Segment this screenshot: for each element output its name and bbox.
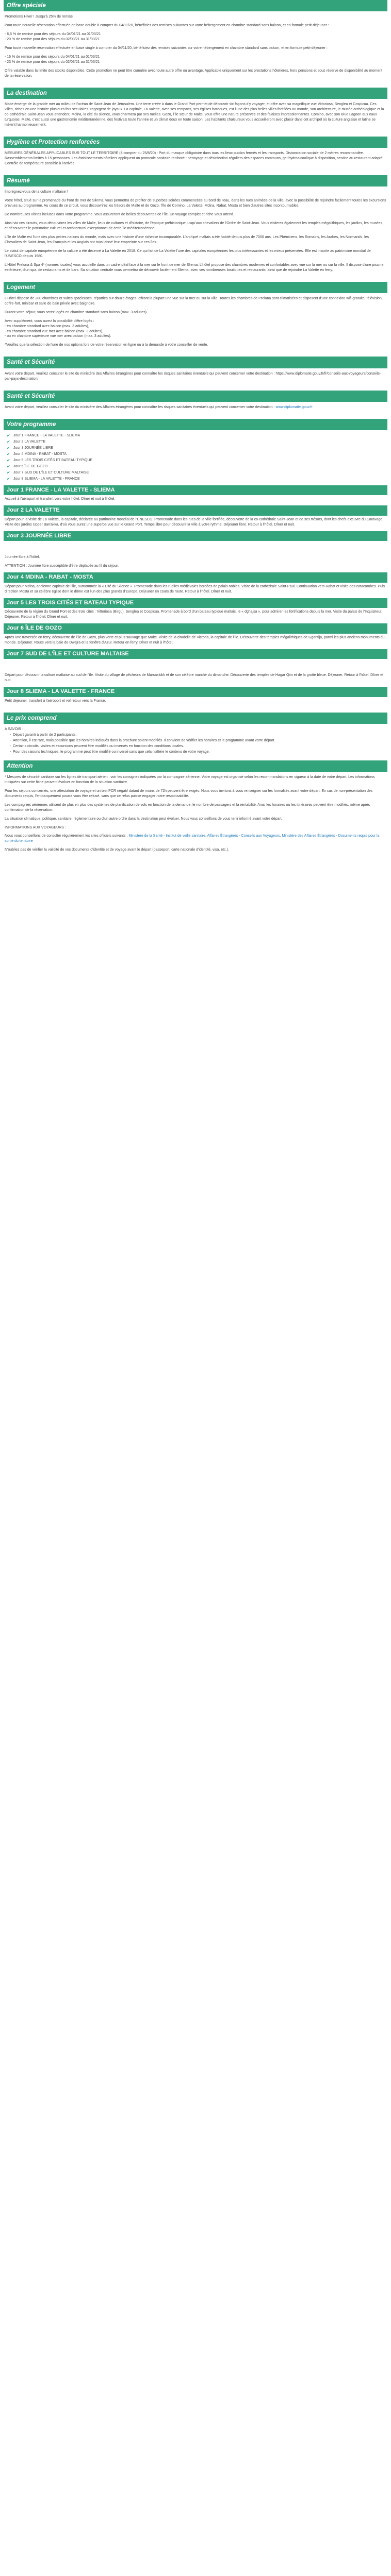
programme-item[interactable]: ✔ Jour 6 ÎLE DE GOZO xyxy=(7,464,48,469)
attention-header: Attention xyxy=(4,760,387,772)
day-3-header: Jour 3 JOURNÉE LIBRE xyxy=(4,531,387,541)
sante-header: Santé et Sécurité xyxy=(4,357,387,368)
resume-paragraph: Le statut de capitale européenne de la culture a été décerné à La Valette en 2018. Ce qui fait de La Valette l'une des capitales européennes les plus intéressantes et les mieux préservées. Elle est inscrite au patrimoine mondial de l'UNESCO depuis 1980. xyxy=(5,249,371,258)
logement-text: Avec supplément, vous aurez la possibilité d'être logés : xyxy=(5,319,94,323)
programme-header: Votre programme xyxy=(4,419,387,430)
day-6-text: Après une traversée en ferry, découverte de l'île de Gozo, plus verte et plus sauvage que Malte. Visite de la citadelle de Victoria, la capitale de l'île. Découverte des temples mégalithiques de Ggantija, parmi les plus anciens monuments du monde. Déjeuner. Route vers la baie de Dwejra et la fenêtre d'Azur. Retour en ferry. Dîner et nuit à l'hôtel. xyxy=(5,635,385,645)
check-icon: ✔ xyxy=(7,470,10,475)
programme-item[interactable]: ✔ Jour 3 JOURNÉE LIBRE xyxy=(7,446,54,450)
offer-line: Promotions Hiver ! Jusqu'à 25% de remise xyxy=(5,15,73,19)
prix-subtitle: A SAVOIR : xyxy=(5,727,24,731)
offer-line: - 16 % de remise pour des séjours du 04/01/21 au 01/03/21 xyxy=(5,55,100,59)
attention-paragraph: * Mesures de sécurité sanitaire sur les lignes de transport aérien : voir les consignes indiquées par la compagnie aérienne. Votre voyage est organisé selon les recommandations en vigueur à la date de votre départ. Les informations indiquées sur cette fiche peuvent évoluer en fonction de la situation sanitaire. xyxy=(5,775,375,784)
offer-header: Offre spéciale xyxy=(4,0,387,11)
offer-line: - 23 % de remise pour des séjours du 02/03/21 au 31/03/21 xyxy=(5,60,100,64)
programme-item[interactable]: ✔ Jour 1 FRANCE - LA VALETTE - SLIEMA xyxy=(7,433,80,438)
logement-text: - ou en chambre supérieure vue mer avec balcon (max. 3 adultes). xyxy=(5,334,111,338)
check-icon: ✔ xyxy=(7,464,10,469)
documents-link[interactable]: Ministère des Affaires Étrangères - Documents requis pour la sortie du territoire xyxy=(5,834,380,843)
day-3-note: ATTENTION : Journée libre susceptible d'être déplacée au fil du séjour. xyxy=(5,564,119,568)
resume-intro: Imprégnez-vous de la culture maltaise ! xyxy=(5,190,68,194)
offer-line: Pour toute nouvelle réservation effectuée en base double à compter du 04/11/20, bénéficiez des remises suivantes sur votre hébergement en chambre standard sans balcon, et en formule petit-déjeuner : xyxy=(5,24,329,28)
destination-header: La destination xyxy=(4,88,387,99)
hygiene-header: Hygiène et Protection renforcées xyxy=(4,137,387,148)
resume-section xyxy=(4,190,387,273)
day-1-text: Accueil à l'aéroport et transfert vers votre hôtel. Dîner et nuit à l'hôtel. xyxy=(5,497,116,501)
attention-paragraph: La situation climatique, politique, sanitaire, réglementaire ou d'un autre ordre dans la destination peut évoluer. Nous vous conseillons de vous tenir informé avant votre départ. xyxy=(5,817,283,821)
offer-line: Pour toute nouvelle réservation effectuée en base single à compter du 04/11/20, bénéficiez des remises suivantes sur votre hébergement en chambre standard sans balcon, et en formule petit-déjeuner : xyxy=(5,46,328,50)
conseils-link[interactable]: Affaires Étrangères - Conseils aux Voyageurs xyxy=(207,834,280,838)
prix-header: Le prix comprend xyxy=(4,713,387,724)
prix-item: - Certains circuits, visites et excursions peuvent être modifiés ou inversés en fonction des conditions locales. xyxy=(10,744,184,748)
offer-line: - 6,5 % de remise pour des séjours du 04/01/21 au 01/03/21 xyxy=(5,32,101,37)
programme-list xyxy=(4,433,387,482)
day-5-text: Découverte de la région du Grand Port et des trois cités : Vittoriosa (Birgu), Senglea et Cospicua. Promenade à bord d'un bateau typique maltais, le « dghajsa », pour admirer les fortifications depuis la mer. Visite du palais de l'Inquisiteur. Déjeuner. Retour à l'hôtel. Dîner et nuit. xyxy=(5,610,382,619)
sante-text-2: Avant votre départ, veuillez consulter le site du ministère des Affaires étrangères pour connaître les risques sanitaires éventuels qui peuvent concerner votre destination : www.diplomatie.gouv.fr xyxy=(5,405,313,409)
programme-item[interactable]: ✔ Jour 4 MDINA - RABAT - MOSTA xyxy=(7,451,67,456)
offer-line: Offre valable dans la limite des stocks disponibles. Cette promotion ne peut être cumulée avec toute autre offre ou avantage. Applicable uniquement sur les prestations hôtelières, hors pensions et sous réserve de disponibilité au moment de la réservation. xyxy=(5,69,383,78)
prix-item: - Attention, il est rare, mais possible que les horaires indiqués dans la brochure soient modifiés. Il convient de vérifier les horaires et le programme avant votre départ. xyxy=(10,738,275,742)
resume-paragraph: De nombreuses visites incluses dans votre programme, vous assureront de belles découvertes de l'île. Un voyage complet et riche vous attend. xyxy=(5,213,234,217)
day-6-header: Jour 6 ÎLE DE GOZO xyxy=(4,623,387,634)
attention-paragraph: N'oubliez pas de vérifier la validité de vos documents d'identité et de voyage avant le départ (passeport, carte nationale d'identité, visa, etc.). xyxy=(5,848,229,852)
hotel-text: L'Hôtel Preluna & Spa 4* (normes locales) vous accueille dans un cadre idéal face à la mer sur le front de mer de Sliema. L'hôtel propose des chambres modernes et confortables avec vue sur la mer ou sur la ville. Il dispose d'une piscine extérieure, d'un spa, de restaurants et de bars. Sa situation centrale vous permettra de découvrir facilement Sliema, avec ses nombreuses boutiques et restaurants, ainsi que de rejoindre La Valette en ferry. xyxy=(5,263,384,272)
prix-section xyxy=(4,727,387,755)
check-icon: ✔ xyxy=(7,451,10,456)
logement-text: Durant votre séjour, vous serez logés en chambre standard sans balcon (max. 3 adultes). xyxy=(5,310,148,314)
sante-text: Avant votre départ, veuillez consulter le site du ministère des Affaires étrangères pour connaître les risques sanitaires éventuels qui peuvent concerner votre destination : https://www.diplomatie.gouv.fr/fr/conseils-aux-voyageurs/conseils-par-pays-destination/ xyxy=(5,371,381,381)
logement-header: Logement xyxy=(4,282,387,293)
day-4-header: Jour 4 MDINA - RABAT - MOSTA xyxy=(4,572,387,583)
diplomatie-link[interactable]: www.diplomatie.gouv.fr xyxy=(275,405,313,409)
logement-section xyxy=(4,296,387,348)
logement-text: *Veuillez que la sélection de l'une de nos options lors de votre réservation en ligne ou à la demande à votre conseiller de vente. xyxy=(5,343,208,347)
day-2-text: Départ pour la visite de La Valette, la capitale, déclarée au patrimoine mondial de l'UNESCO. Promenade dans les rues de la ville fortifiée, découverte de la co-cathédrale Saint-Jean et de ses trésors, dont les chefs-d'œuvre du Caravage. Visite des jardins Upper Barrakka, d'où vous aurez une superbe vue sur le Grand Port. Temps libre pour découvrir la ville à votre rythme. Déjeuner libre. Retour à l'hôtel. Dîner et nuit. xyxy=(5,517,384,527)
day-5-header: Jour 5 LES TROIS CITÉS ET BATEAU TYPIQUE xyxy=(4,598,387,608)
prix-item: - Départ garanti à partir de 2 participants. xyxy=(10,733,77,737)
logement-text: L'Hôtel dispose de 280 chambres et suites spacieuses, réparties sur douze étages, offrant la plupart une vue sur la mer ou sur la ville. Toutes les chambres de Preluna sont climatisées et disposent d'une connexion wifi gratuite, télévision, coffre-fort, minibar et salle de bain privée avec baignoire. xyxy=(5,296,383,306)
programme-item[interactable]: ✔ Jour 2 LA VALETTE xyxy=(7,439,46,445)
logement-text: - en chambre standard vue mer avec balcon (max. 3 adultes), xyxy=(5,329,104,333)
attention-section xyxy=(4,775,387,853)
day-3-text: Journée libre à l'hôtel. xyxy=(5,555,40,560)
check-icon: ✔ xyxy=(7,457,10,463)
page xyxy=(4,0,387,853)
sante-link[interactable]: Ministère de la Santé - Institut de veille sanitaire xyxy=(128,834,205,838)
resume-paragraph: Votre hôtel, situé sur la promenade du front de mer de Sliema, vous permettra de profiter de superbes soirées commencées au bord de l'eau, dans les rues animées de la ville, avec la possibilité de rejoindre facilement toutes les excursions prévues au programme. Au cours de ce circuit, vous découvrirez les trésors de Malte et de Gozo, l'île de Comino, La Valette, Mdina, Rabat, Mosta et bien d'autres sites incontournables. xyxy=(5,199,386,208)
check-icon: ✔ xyxy=(7,446,10,450)
offer-section xyxy=(4,14,387,78)
check-icon: ✔ xyxy=(7,433,10,438)
day-2-header: Jour 2 LA VALETTE xyxy=(4,505,387,516)
offer-line: - 20 % de remise pour des séjours du 02/03/21 au 31/03/21 xyxy=(5,38,100,42)
resume-paragraph: L'île de Malte est l'une des plus petites nations du monde, mais avec une histoire d'une richesse incomparable. L'archipel maltais a été habité depuis plus de 7000 ans. Les Phéniciens, les Romains, les Arabes, les Normands, les Chevaliers de Saint-Jean, les Français et les Anglais ont tous laissé leur empreinte sur ces îles. xyxy=(5,235,369,244)
day-1-header: Jour 1 FRANCE - LA VALETTE - SLIEMA xyxy=(4,485,387,496)
programme-item[interactable]: ✔ Jour 8 SLIEMA - LA VALETTE - FRANCE xyxy=(7,476,80,481)
check-icon: ✔ xyxy=(7,476,10,481)
day-8-text: Petit déjeuner, transfert à l'aéroport et vol retour vers la France. xyxy=(5,699,106,703)
attention-paragraph: Les compagnies aériennes utilisent de plus en plus des systèmes de planification de vols en fonction de la demande, le nombre de passagers et la rentabilité. Ainsi les horaires ou les itinéraires peuvent être modifiés, même après confirmation de la réservation. xyxy=(5,803,370,812)
day-7-text: Départ pour découvrir la culture maltaise au sud de l'île. Visite du village de pêcheurs de Marsaxlokk et de son célèbre marché du dimanche. Découverte des temples de Hagar Qim et de la grotte bleue. Déjeuner. Retour à l'hôtel. Dîner et nuit. xyxy=(5,673,384,683)
resume-header: Résumé xyxy=(4,175,387,187)
sante-header-2: Santé et Sécurité xyxy=(4,391,387,402)
attention-paragraph: Nous vous conseillons de consulter régulièrement les sites officiels suivants : Ministère de la Santé - Institut de veille sanitaire, Affaires Étrangères - Conseils aux Voyageurs, Ministère des Affaires Étrangères - Documents requis pour la sortie du territoire xyxy=(5,834,380,843)
logement-text: - en chambre standard avec balcon (max. 3 adultes), xyxy=(5,324,89,328)
resume-paragraph: Ainsi via ces circuits, vous découvrirez les villes de Malte, lieux de cultures et d'histoire, de l'époque préhistorique jusqu'aux chevaliers de l'Ordre de Saint-Jean. Vous visiterez également les temples mégalithiques, les jardins, les musées, et découvrirez le patrimoine culturel et architectural exceptionnel de cette île méditerranéenne. xyxy=(5,222,384,230)
attention-info-title: INFORMATIONS AUX VOYAGEURS : xyxy=(5,825,66,829)
day-8-header: Jour 8 SLIEMA - LA VALETTE - FRANCE xyxy=(4,687,387,697)
day-7-header: Jour 7 SUD DE L'ÎLE ET CULTURE MALTAISE xyxy=(4,649,387,659)
check-icon: ✔ xyxy=(7,439,10,445)
attention-paragraph: Pour les séjours concernés, une attestation de voyage et un test PCR négatif datant de moins de 72h peuvent être exigés. Nous vous invitons à vous renseigner sur les formalités avant votre départ. En cas de non-présentation des documents requis, l'embarquement pourra vous être refusé, sans que ce refus puisse engager notre responsabilité. xyxy=(5,789,373,798)
hygiene-text: MESURES GÉNÉRALES APPLICABLES SUR TOUT LE TERRITOIRE (à compter du 25/8/20) : Port du masque obligatoire dans tous les lieux publics fermés et les transports. Distanciation sociale de 2 mètres recommandée. Rassemblements limités à 15 personnes. Les établissements hôteliers appliquent un protocole sanitaire renforcé : nettoyage et désinfection réguliers des espaces communs, gel hydroalcoolique à disposition, service au restaurant adapté. Contrôle de température possible à l'arrivée. xyxy=(5,151,384,165)
programme-item[interactable]: ✔ Jour 5 LES TROIS CITÉS ET BATEAU TYPIQUE xyxy=(7,457,93,463)
destination-text: Malte émerge de la grande mer au milieu de l'océan de Saint-Jean de Jérusalem. Une terre créée à dans le Grand Port permet de découvrir six façons d'y voyager, et offre avec sa magnifique vue Vittoriosa, Senglea et Cospicua. Ces villes, riches en une histoire plusieurs fois séculaires, regorgent de joyaux. La capitale, La Valette, avec ses remparts, ses églises baroques, est l'une des plus belles villes fortifiées au monde, son architecture, le musée archéologique et la co-cathédrale Saint-Jean vous attendent. Mdina, la cité du silence, vous charmera par ses ruelles. Gozo, l'île sœur de Malte, vous offre une nature préservée et des falaises impressionnantes. Comino, avec son Blue Lagoon aux eaux turquoise. Malte, c'est aussi une gastronomie méditerranéenne, des festivals toute l'année et un climat doux en toute saison. Les habitants chaleureux vous accueilleront avec plaisir dans cet archipel où la culture anglaise et latine se mêlent harmonieusement. xyxy=(5,103,384,127)
day-4-text: Départ pour Mdina, ancienne capitale de l'île, surnommée la « Cité du Silence ». Promenade dans les ruelles médiévales bordées de palais nobles. Visite de la cathédrale Saint-Paul. Continuation vers Rabat et visite des catacombes. Puis direction Mosta et sa célèbre église dont le dôme est l'un des plus grands d'Europe. Déjeuner en cours de route. Retour à l'hôtel. Dîner et nuit. xyxy=(5,584,385,594)
programme-item[interactable]: ✔ Jour 7 SUD DE L'ÎLE ET CULTURE MALTAISE xyxy=(7,470,89,475)
prix-item: - Pour des raisons techniques, le programme peut être modifié ou inversé sans que cela n'altère le contenu de votre voyage. xyxy=(10,750,210,754)
